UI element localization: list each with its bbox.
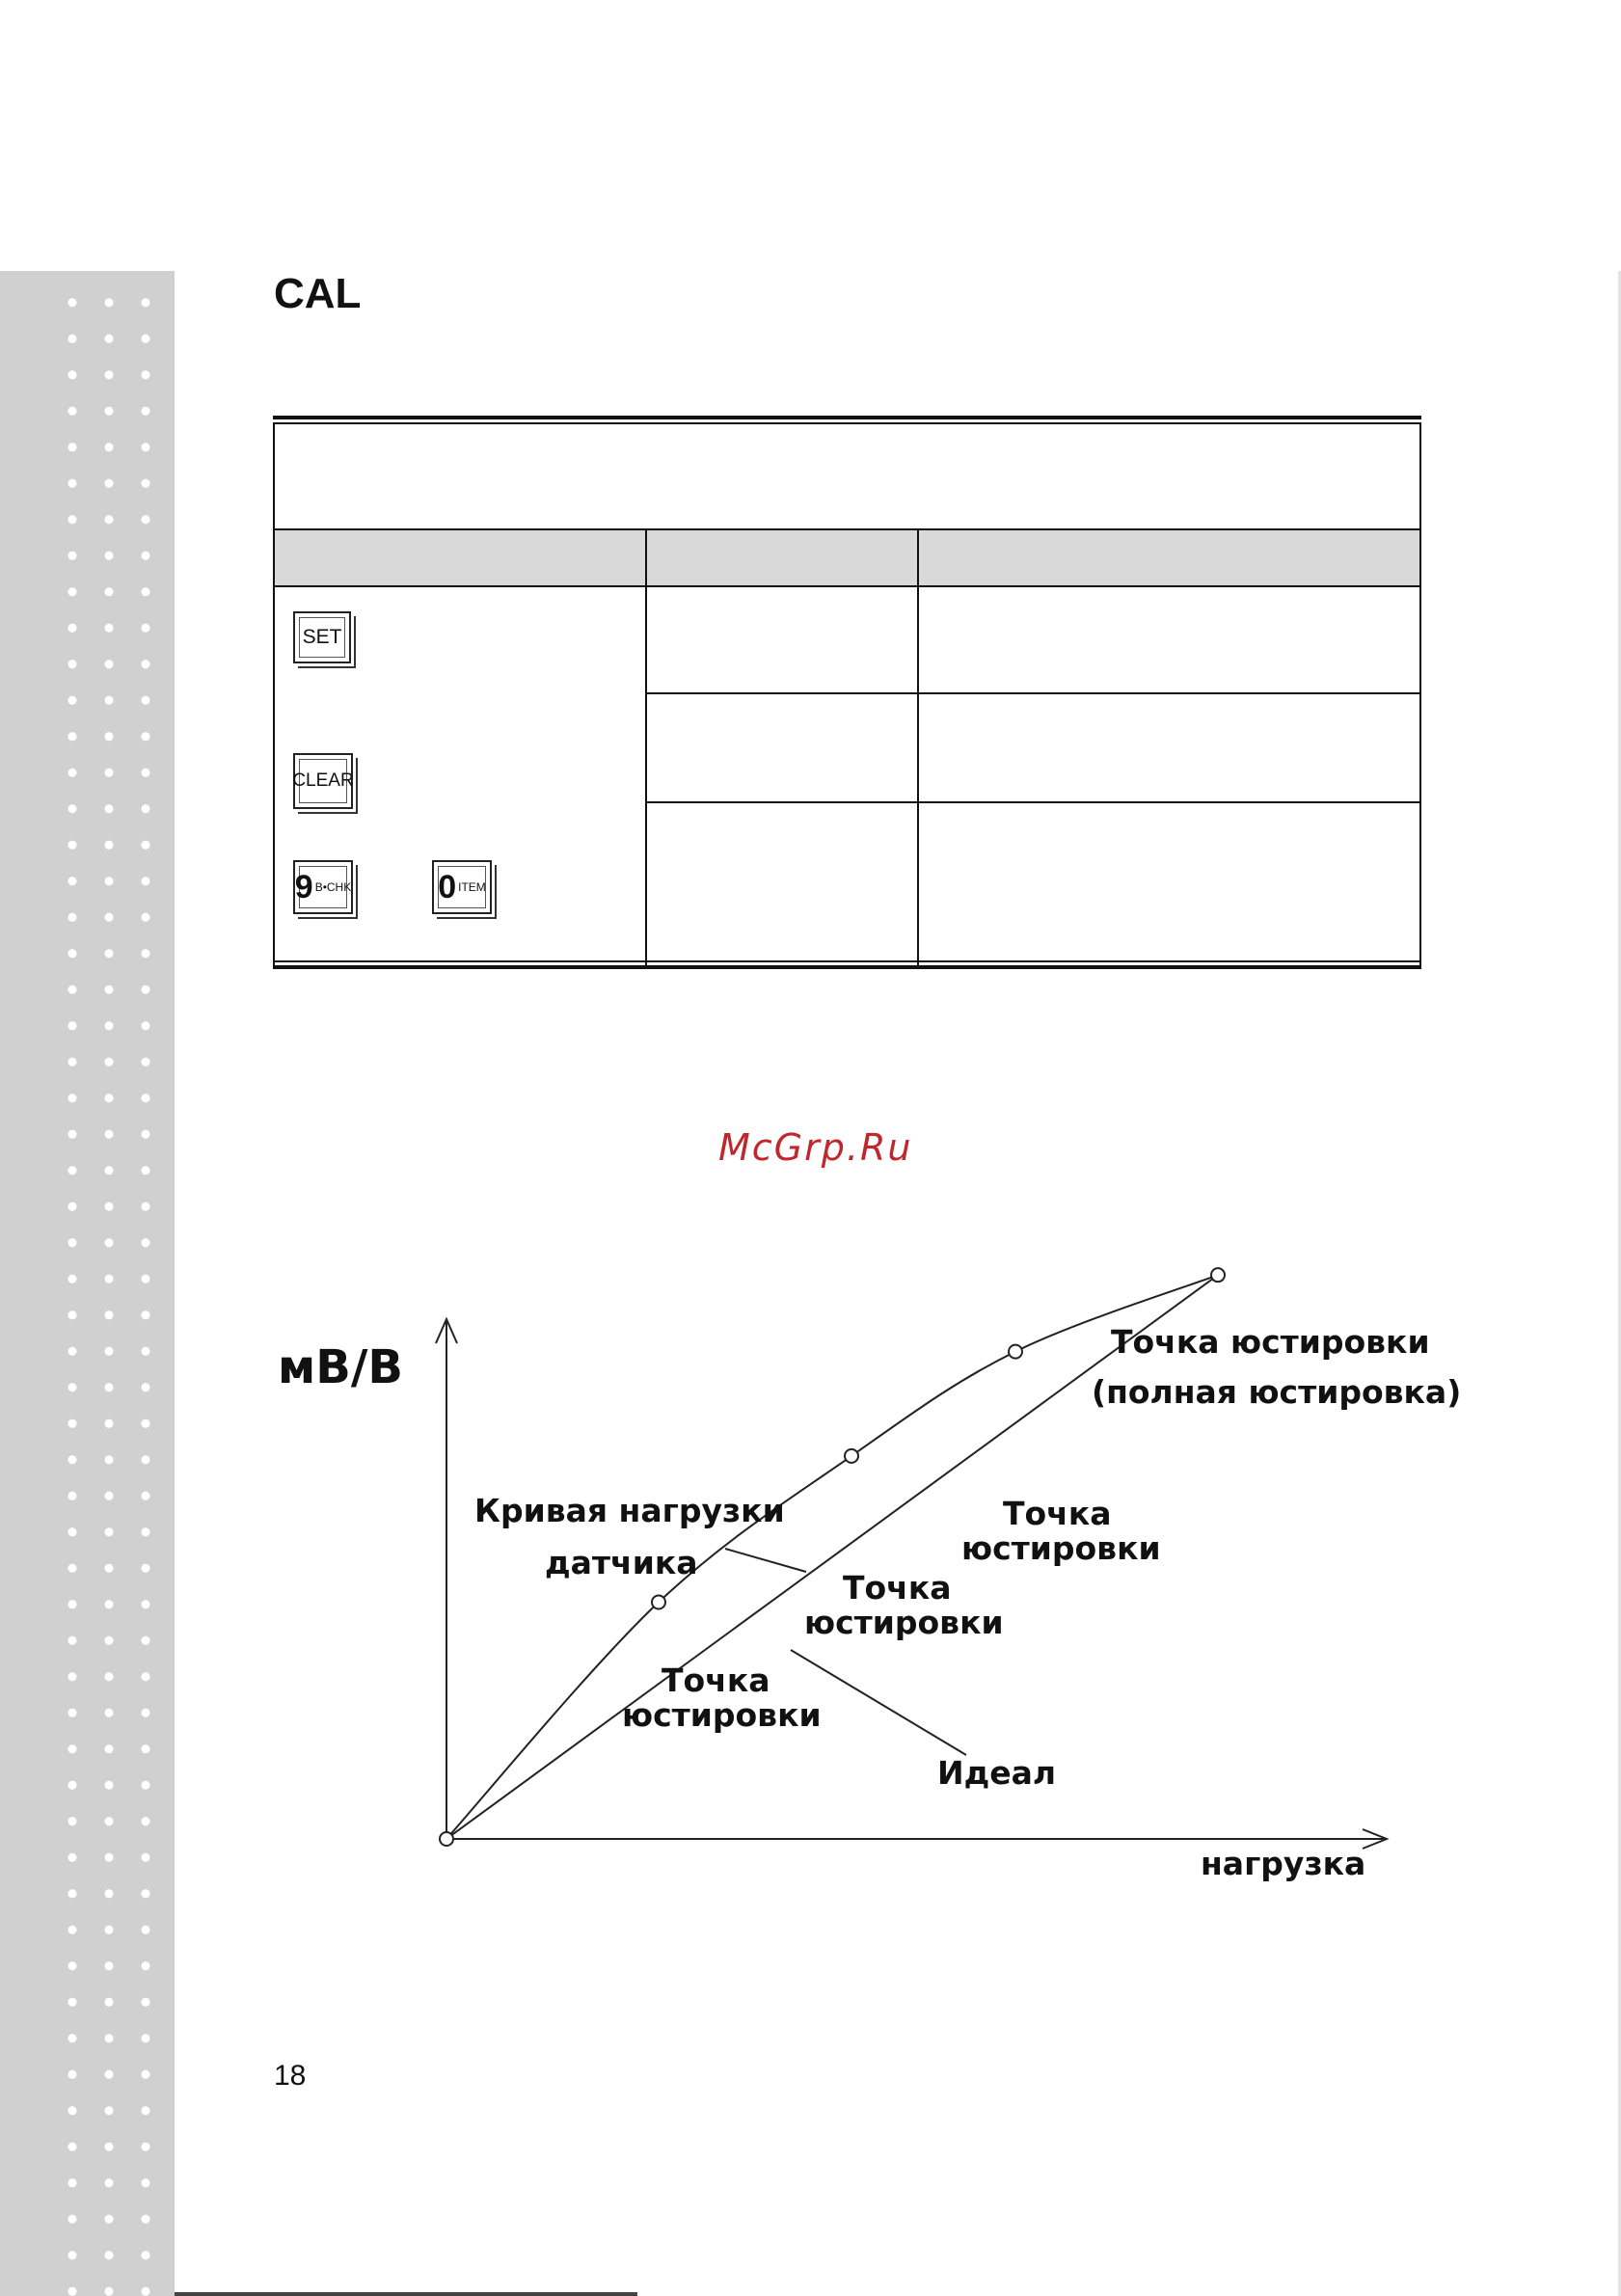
clear-key-label: CLEAR xyxy=(292,770,354,791)
point-a-label-1: Точка xyxy=(662,1661,770,1699)
calibration-point-4 xyxy=(1211,1268,1225,1282)
point-c-label-2: юстировки xyxy=(961,1529,1161,1567)
point-b-label-1: Точка xyxy=(843,1569,952,1607)
nine-key-sub: B•CHK xyxy=(314,880,352,894)
curve-label-2: датчика xyxy=(545,1544,698,1581)
calibration-point-0 xyxy=(440,1832,453,1846)
ideal-label: Идеал xyxy=(937,1754,1057,1792)
full-calibration-label-2: (полная юстировка) xyxy=(1092,1373,1462,1411)
watermark: McGrp.Ru xyxy=(718,1126,913,1169)
calibration-point-3 xyxy=(1009,1345,1022,1359)
calibration-point-2 xyxy=(845,1449,858,1463)
zero-key-digit: 0 xyxy=(438,868,457,905)
y-axis-label: мВ/В xyxy=(278,1340,403,1394)
page-number: 18 xyxy=(274,2060,307,2092)
chart-labels xyxy=(278,1323,1461,1882)
calibration-point-1 xyxy=(652,1596,665,1609)
full-calibration-label-1: Точка юстировки xyxy=(1111,1323,1430,1361)
page-title: CAL xyxy=(274,270,362,317)
zero-key-sub: ITEM xyxy=(458,880,486,894)
nine-key-digit: 9 xyxy=(294,868,313,905)
point-b-label-2: юстировки xyxy=(804,1604,1004,1641)
x-axis-label: нагрузка xyxy=(1201,1845,1366,1882)
point-a-label-2: юстировки xyxy=(622,1696,822,1734)
point-c-label-1: Точка xyxy=(1003,1495,1112,1532)
curve-label-1: Кривая нагрузки xyxy=(474,1492,785,1529)
curve-leader-line xyxy=(725,1549,806,1572)
set-key-label: SET xyxy=(302,626,342,648)
